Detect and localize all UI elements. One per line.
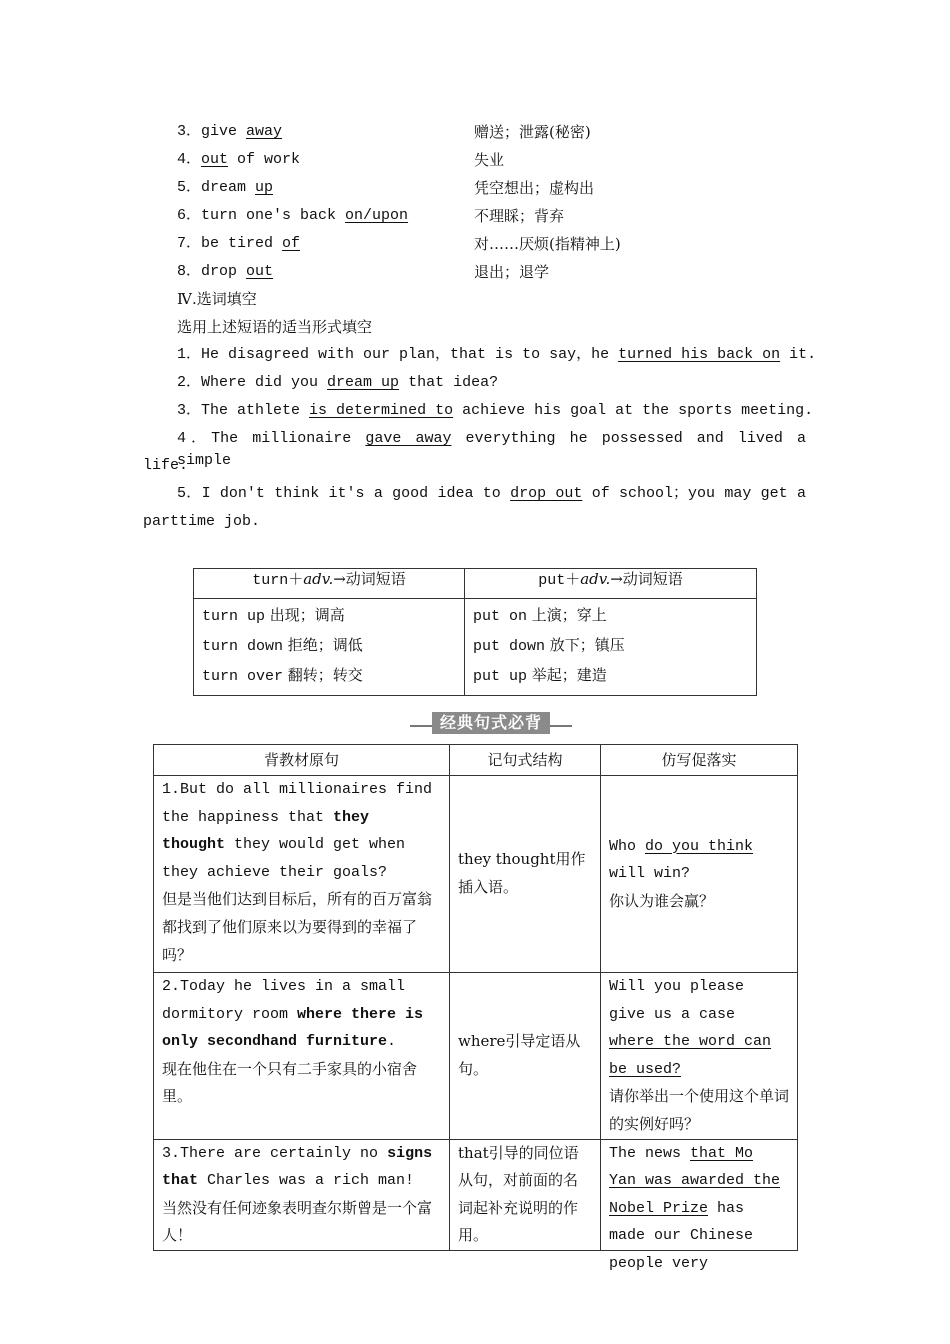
structure-cell: they thought用作插入语。	[450, 776, 601, 973]
banner-rule-left	[410, 725, 434, 727]
practice-cell: Will you please give us a case where the word can be used? 请你举出一个使用这个单词的实例好吗？	[601, 973, 798, 1140]
table-row	[154, 973, 798, 1140]
list-item: turn up 出现；调高	[202, 606, 345, 625]
phrase-item: 5．dream up	[177, 179, 274, 196]
practice-cell: Who do you think will win? 你认为谁会赢？	[601, 776, 798, 973]
exercise-item: 3．The athlete is determined to achieve his goal at the sports meeting.	[177, 402, 814, 419]
phrase-meaning: 对……厌烦(指精神上)	[474, 235, 621, 253]
original-sentence-cell: 2.Today he lives in a small dormitory room where there is only secondhand furniture. 现在他住在一个只有二手家具的小宿舍里。	[154, 973, 450, 1140]
banner-title: 经典句式必背	[432, 712, 550, 734]
phrase-item: 4．out of work	[177, 151, 301, 168]
list-item: put down 放下；镇压	[473, 636, 625, 655]
phrase-item: 3．give away	[177, 123, 283, 140]
structure-cell: where引导定语从句。	[450, 973, 601, 1140]
table-cell	[465, 599, 757, 696]
list-item: put up 举起；建造	[473, 666, 607, 685]
table-header: 仿写促落实	[601, 745, 798, 776]
exercise-item: 5．I don't think it's a good idea to drop out of school；you may get a	[177, 485, 806, 502]
section-banner	[410, 710, 572, 736]
list-item: turn down 拒绝；调低	[202, 636, 363, 655]
exercise-item: 1．He disagreed with our plan，that is to say，he turned his back on it.	[177, 346, 817, 363]
table-row	[154, 1139, 798, 1250]
phrase-item: 8．drop out	[177, 263, 274, 280]
section-instruction: 选用上述短语的适当形式填空	[177, 318, 373, 336]
table-header: turn＋adv.→动词短语	[194, 569, 465, 599]
phrase-meaning: 凭空想出；虚构出	[474, 179, 595, 197]
exercise-item-continuation: life.	[143, 457, 189, 474]
sentence-table	[153, 744, 798, 1272]
practice-cell: The news that Mo Yan was awarded the Nobel Prize has made our Chinese people very	[601, 1139, 798, 1250]
table-header: put＋adv.→动词短语	[465, 569, 757, 599]
phrase-item: 7．be tired of	[177, 235, 301, 252]
exercise-item: 4．The millionaire gave away everything he possessed and lived a simple	[177, 430, 806, 469]
phrase-meaning: 失业	[474, 151, 505, 169]
phrase-table	[193, 568, 757, 696]
table-cell	[194, 599, 465, 696]
phrase-item: 6．turn one's back on/upon	[177, 207, 409, 224]
original-sentence-cell: 1.But do all millionaires find the happiness that they thought they would get when they achieve their goals? 但是当他们达到目标后，所有的百万富翁都找到了他们原来以为要得到的幸福了吗？	[154, 776, 450, 973]
exercise-item-continuation: parttime job.	[143, 513, 261, 530]
table-header: 记句式结构	[450, 745, 601, 776]
structure-cell: that引导的同位语从句，对前面的名词起补充说明的作用。	[450, 1139, 601, 1250]
exercise-item: 2．Where did you dream up that idea?	[177, 374, 499, 391]
table-header: 背教材原句	[154, 745, 450, 776]
list-item: turn over 翻转；转交	[202, 666, 363, 685]
table-row	[154, 776, 798, 973]
phrase-meaning: 退出；退学	[474, 263, 550, 281]
list-item: put on 上演；穿上	[473, 606, 607, 625]
original-sentence-cell: 3.There are certainly no signs that Charles was a rich man! 当然没有任何迹象表明查尔斯曾是一个富人！	[154, 1139, 450, 1250]
banner-rule-right	[548, 725, 572, 727]
section-title: Ⅳ.选词填空	[177, 290, 257, 308]
phrase-meaning: 赠送；泄露(秘密)	[474, 123, 591, 141]
phrase-meaning: 不理睬；背弃	[474, 207, 565, 225]
